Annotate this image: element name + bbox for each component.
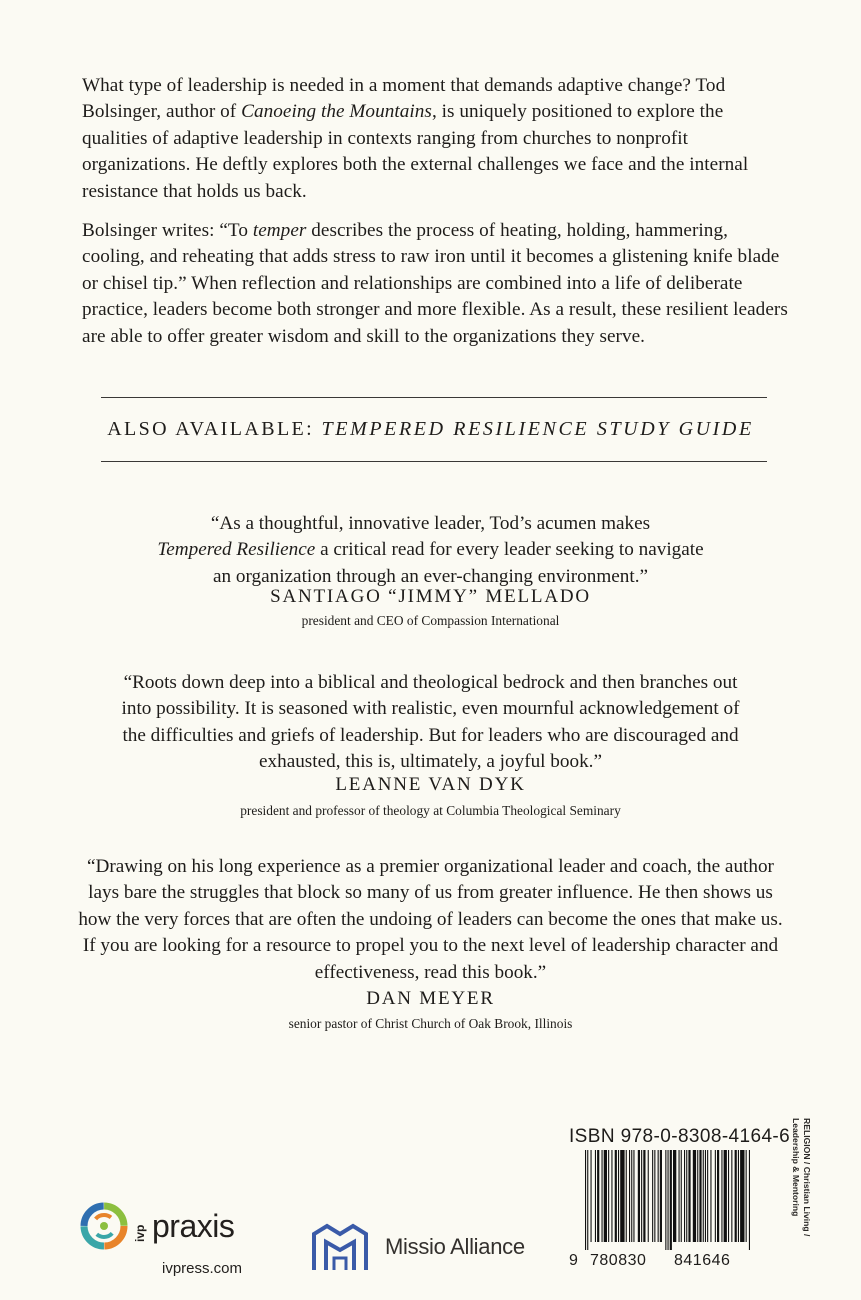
endorsement-role-3: senior pastor of Christ Church of Oak Brook, Illinois bbox=[288, 1016, 573, 1031]
endorsement-quote-1: “As a thoughtful, innovative leader, Tod’s acumen makes Tempered Resilience a critical read for every leader seeking to navigate an organization through an ever-changing environment.” bbox=[157, 513, 704, 587]
barcode-bar bbox=[611, 1150, 612, 1242]
barcode-bar bbox=[679, 1150, 680, 1242]
isbn-label: ISBN 978-0-8308-4164-6 bbox=[569, 1126, 791, 1147]
barcode-bar bbox=[641, 1150, 642, 1242]
study-guide-title: TEMPERED RESILIENCE STUDY GUIDE bbox=[321, 418, 754, 440]
ivp-wordmark: ivp bbox=[133, 1224, 147, 1242]
bisac-category: RELIGION / Christian Living / Leadership & Mentoring bbox=[791, 1118, 812, 1237]
barcode-bar bbox=[608, 1150, 609, 1242]
endorsement-role-1: president and CEO of Compassion International bbox=[301, 613, 560, 628]
barcode-bar bbox=[643, 1150, 645, 1242]
barcode-bar bbox=[749, 1150, 750, 1250]
barcode-bar bbox=[703, 1150, 704, 1242]
barcode-bar bbox=[665, 1150, 666, 1250]
barcode-bar bbox=[684, 1150, 685, 1242]
barcode-bar bbox=[629, 1150, 630, 1242]
barcode-bar bbox=[658, 1150, 659, 1242]
barcode-bar bbox=[721, 1150, 722, 1242]
barcode-bar bbox=[626, 1150, 627, 1242]
description-paragraph-2: Bolsinger writes: “To temper describes the process of heating, holding, hammering, cooling, and reheating that adds stress to raw iron until it becomes a glistening knife blade or chisel tip.” When reflection and relationships are combined into a life of deliberate practice, leaders become both stronger and more flexible. As a result, these resilient leaders are able to offer greater wisdom and skill to the organizations they serve. bbox=[82, 220, 788, 347]
barcode-bar bbox=[673, 1150, 676, 1242]
divider-top bbox=[101, 397, 767, 398]
barcode-bar bbox=[602, 1150, 603, 1242]
endorsement-quote-2: “Roots down deep into a biblical and theological bedrock and then branches out into possibility. It is seasoned with realistic, even mournful acknowledgement of the difficulties and griefs of leadership. But for leaders who are discouraged and exhausted, this is, ultimately, a joyful book.” bbox=[121, 672, 740, 773]
barcode-bar bbox=[731, 1150, 732, 1242]
barcode-bar bbox=[715, 1150, 716, 1242]
barcode-bar bbox=[681, 1150, 682, 1242]
endorsement-author-1: SANTIAGO “JIMMY” MELLADO bbox=[270, 586, 591, 607]
barcode-bar bbox=[652, 1150, 653, 1242]
also-available: ALSO AVAILABLE: TEMPERED RESILIENCE STUDY GUIDE bbox=[107, 418, 754, 440]
publisher-url: ivpress.com bbox=[162, 1260, 243, 1277]
book-title-canoeing: Canoeing the Mountains bbox=[241, 101, 432, 123]
barcode-bar bbox=[707, 1150, 708, 1242]
barcode-bar bbox=[699, 1150, 701, 1242]
barcode-bar bbox=[728, 1150, 729, 1242]
barcode-bar bbox=[738, 1150, 739, 1242]
barcode-bar bbox=[746, 1150, 747, 1242]
barcode-bar bbox=[710, 1150, 711, 1242]
barcode-digits-right: 841646 bbox=[674, 1252, 731, 1269]
barcode-lead-digit: 9 bbox=[569, 1252, 579, 1269]
barcode-bar bbox=[604, 1150, 607, 1242]
barcode-bar bbox=[693, 1150, 696, 1242]
endorsement-author-3: DAN MEYER bbox=[366, 988, 495, 1009]
barcode-bar bbox=[631, 1150, 632, 1242]
barcode-bar bbox=[660, 1150, 662, 1242]
description-paragraph-1: What type of leadership is needed in a moment that demands adaptive change? Tod Bolsinger, author of Canoeing the Mountains, is uniquely positioned to explore the qualities of adaptive leadership in contexts ranging from churches to nonprofit organizations. He deftly explores both the external challenges we face and the internal resistance that holds us back. bbox=[82, 75, 749, 202]
barcode-bar bbox=[735, 1150, 737, 1242]
divider-bottom bbox=[101, 461, 767, 462]
barcode-bar bbox=[668, 1150, 669, 1250]
missio-alliance-logo-icon bbox=[310, 1222, 370, 1272]
barcode bbox=[585, 1150, 753, 1250]
barcode-bar bbox=[620, 1150, 624, 1242]
endorsement-author-2: LEANNE VAN DYK bbox=[335, 774, 526, 795]
barcode-bar bbox=[638, 1150, 640, 1242]
barcode-bar bbox=[633, 1150, 634, 1242]
ivp-praxis-logo-icon bbox=[78, 1200, 130, 1252]
barcode-bar bbox=[654, 1150, 655, 1242]
barcode-bar bbox=[648, 1150, 649, 1242]
barcode-digits-left: 780830 bbox=[590, 1252, 647, 1269]
barcode-bar bbox=[618, 1150, 619, 1242]
barcode-bar bbox=[724, 1150, 727, 1242]
barcode-bar bbox=[595, 1150, 596, 1242]
barcode-bar bbox=[597, 1150, 599, 1242]
barcode-bar bbox=[587, 1150, 588, 1250]
praxis-wordmark: praxis bbox=[152, 1208, 235, 1244]
barcode-bar bbox=[740, 1150, 744, 1242]
barcode-bar bbox=[686, 1150, 687, 1242]
barcode-bar bbox=[591, 1150, 592, 1242]
missio-alliance-wordmark: Missio Alliance bbox=[385, 1234, 525, 1259]
barcode-bar bbox=[670, 1150, 672, 1250]
barcode-bar bbox=[688, 1150, 690, 1242]
endorsement-quote-3: “Drawing on his long experience as a premier organizational leader and coach, the author lays bare the struggles that block so many of us from greater influence. He then shows us how the very forces that are often the undoing of leaders can become the ones that make us. If you are looking for a resource to propel you to the next level of leadership character and effectiveness, read this book.” bbox=[78, 856, 783, 983]
word-temper: temper bbox=[252, 220, 307, 241]
barcode-bar bbox=[585, 1150, 586, 1250]
barcode-bar bbox=[697, 1150, 698, 1242]
barcode-bar bbox=[717, 1150, 719, 1242]
barcode-bar bbox=[615, 1150, 617, 1242]
barcode-bar bbox=[705, 1150, 706, 1242]
endorsement-role-2: president and professor of theology at Columbia Theological Seminary bbox=[240, 803, 621, 818]
